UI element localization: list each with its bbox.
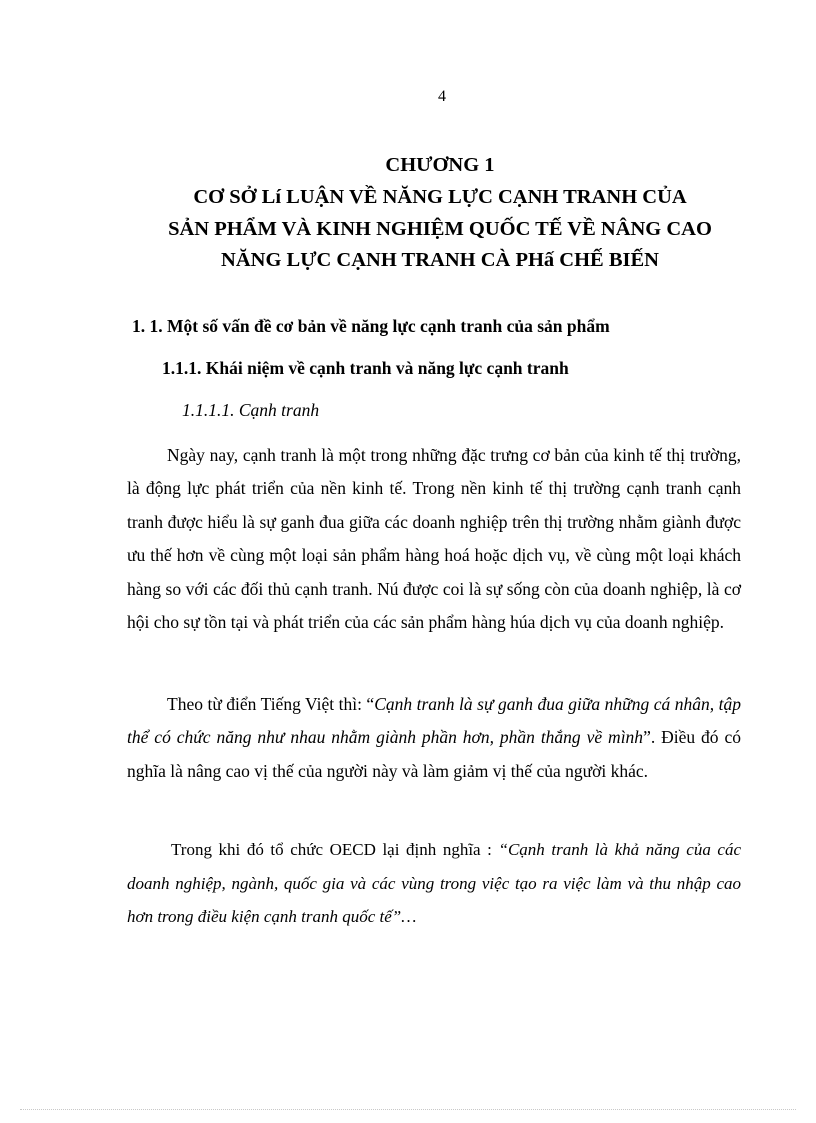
quoted-definition: “Cạnh tranh là khả năng của các doanh nghiệp, ngành, quốc gia và các vùng trong việc tạo ra việc làm và thu nhập cao hơn trong điều kiện cạnh tranh quốc tế”… [127, 840, 741, 927]
paragraph-dictionary-definition [127, 688, 741, 788]
chapter-title-line-2: SẢN PHẨM VÀ KINH NGHIỆM QUỐC TẾ VỀ NÂNG CAO [168, 217, 712, 240]
chapter-label: CHƯƠNG 1 [385, 154, 495, 176]
quoted-definition: Cạnh tranh là sự ganh đua giữa những cá nhân, tập thể có chức năng như nhau nhằm giành phần hơn, phần thắng về mình [127, 694, 741, 748]
paragraph-oecd-definition [127, 833, 741, 934]
page-number: 4 [438, 88, 446, 105]
subsubsection-heading: 1.1.1.1. Cạnh tranh [182, 400, 320, 420]
paragraph-intro: Ngày nay, cạnh tranh là một trong những đặc trưng cơ bản của kinh tế thị trường, là động lực phát triển của nền kinh tế. Trong nền kinh tế thị trường cạnh tranh cạnh tranh được hiểu là sự ganh đua giữa các doanh nghiệp trên thị trường nhằm giành được ưu thế hơn về cùng một loại sản phẩm hàng hoá hoặc dịch vụ, về cùng một loại khách hàng so với các đối thủ cạnh tranh. Nú được coi là sự sống còn của doanh nghiệp, là cơ hội cho sự tồn tại và phát triển của các sản phẩm hàng húa dịch vụ của doanh nghiệp. [127, 445, 741, 633]
paragraph-text: Theo từ điển Tiếng Việt thì: “ [167, 694, 375, 714]
chapter-title-line-3: NĂNG LỰC CẠNH TRANH CÀ PHấ CHẾ BIẾN [221, 249, 659, 272]
chapter-title-line-1: CƠ SỞ Lí LUẬN VỀ NĂNG LỰC CẠNH TRANH CỦA [193, 185, 687, 208]
paragraph-text: Trong khi đó tổ chức OECD lại định nghĩa : [171, 840, 499, 859]
chapter-heading [80, 150, 800, 277]
page-bottom-rule [20, 1109, 796, 1110]
section-heading: 1. 1. Một số vấn đề cơ bản về năng lực cạnh tranh của sản phẩm [132, 316, 610, 336]
paragraph-text: ”. Điều đó có nghĩa là nâng cao vị thế của người này và làm giảm vị thế của người khác. [127, 727, 741, 781]
subsection-heading: 1.1.1. Khái niệm về cạnh tranh và năng lực cạnh tranh [162, 358, 569, 378]
